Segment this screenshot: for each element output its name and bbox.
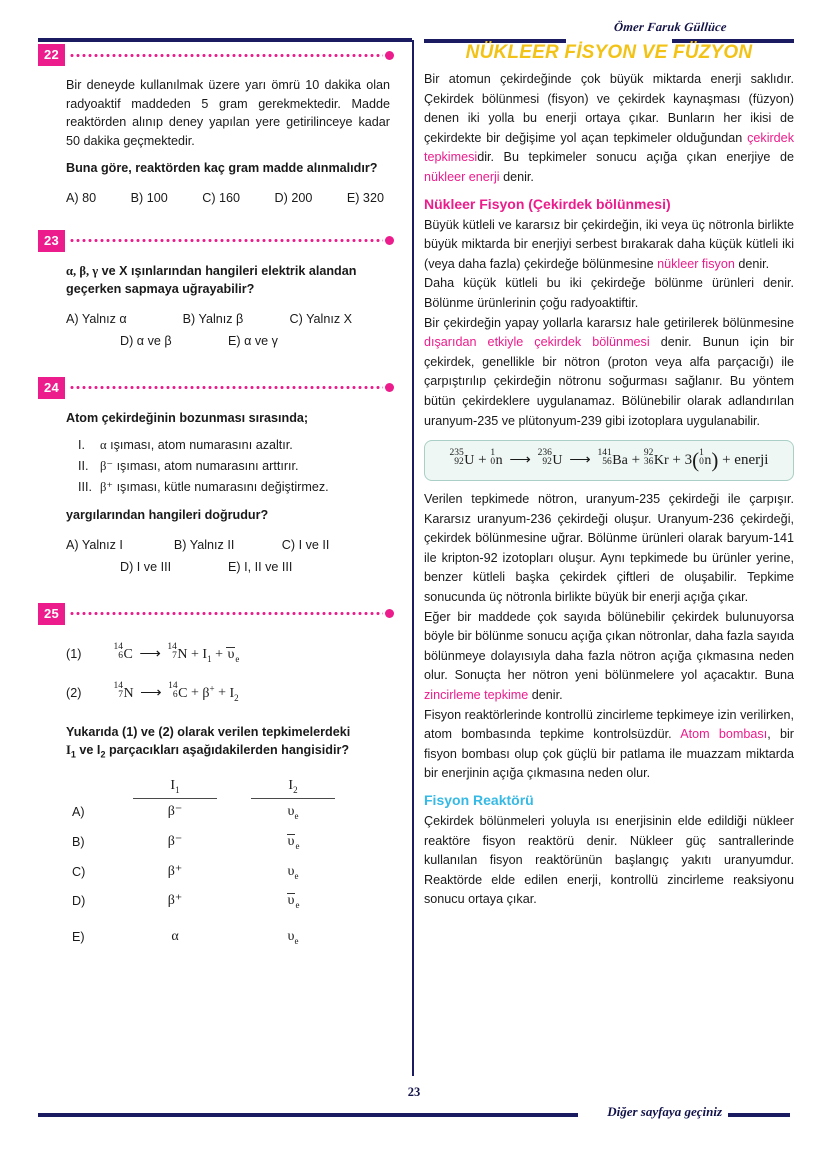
lesson-paragraph-7	[424, 706, 794, 784]
question-23-choices-row1	[66, 309, 390, 329]
plus-sign: +	[218, 685, 226, 701]
questions-column	[38, 44, 394, 958]
lesson-paragraph-5: Verilen tepkimede nötron, uranyum-235 çekirdeği ile çarpışır. Kararsız uranyum-236 çekirdeği oluşur. Uranyum-236 çekirdeği, çekirdek bölünmesine uğrar. Bölünme ürünleri olarak baryum-141 ile kripton-92 izotopları oluşur. Aynı tepkimede bu ürünler yerine, benzer kütleli başka çekirdek çiftleri de oluşabilir. Tepkime sonucunda üç nötronla birlikte büyük bir enerji açığa çıkar.	[424, 492, 794, 605]
row-label: E)	[72, 930, 85, 945]
table-row[interactable]	[72, 799, 390, 829]
choice-c[interactable]: C) Yalnız X	[289, 311, 353, 326]
plus-sign: +	[672, 452, 681, 469]
close-paren: )	[711, 448, 719, 473]
statement-label: II.	[78, 459, 89, 473]
cell-I1: β⁺	[167, 863, 183, 879]
table-row[interactable]	[72, 924, 390, 954]
reaction-arrow-icon: ⟶	[140, 684, 162, 701]
carbon-14-nuclide: 14 6 C	[168, 680, 188, 701]
question-24	[38, 377, 394, 577]
fission-equation-box	[424, 440, 794, 481]
p4-text-b: denir. Bunun için bir çekirdek, genellikle bir nötron (proton veya alfa parçacığı) ile çarpıştırılıp çekirdeğin nötronu soğurması sağlanır. Bu yöntem bütün çekirdeklere uygulanamaz. Bölünebilir olarak adlandırılan uranyum-235 ve plütonyum-239 gibi izotoplara uygulanabilir.	[424, 335, 794, 428]
question-24-choices-row1	[66, 535, 390, 555]
highlight-cekirdek-tepkimesi: çekirdek tepkimesi	[424, 130, 794, 165]
question-22	[38, 44, 394, 208]
statement-symbol: β⁺	[100, 480, 114, 494]
question-number-badge: 25	[38, 603, 65, 625]
plus-sign: +	[478, 452, 487, 469]
p2-text-a: Büyük kütleli ve kararsız bir çekirdeğin, iki veya üç nötronla birlikte büyük miktarda bir enerjiyi serbest bırakarak daha küçük kütleli iki (veya daha fazla) çekirdeğe bölünmesine	[424, 217, 794, 271]
p2-text-b: denir.	[734, 256, 770, 271]
choice-c[interactable]: C) 160	[202, 190, 241, 205]
neutron-nuclide: 1 0 n	[490, 448, 503, 469]
question-22-ask: Buna göre, reaktörden kaç gram madde alınmalıdır?	[66, 161, 378, 175]
barium-141-nuclide: 141 56 Ba	[597, 448, 628, 469]
equation-label: (1)	[66, 646, 82, 661]
neutron-nuclide: 1 0 n	[699, 448, 712, 469]
energy-label: enerji	[734, 452, 769, 469]
question-23-ask	[66, 262, 390, 299]
cell-I1: α	[171, 929, 179, 945]
header-spacer	[72, 778, 116, 799]
greek-symbols: α, β, γ	[66, 263, 99, 278]
cell-I2: $\upsilon_e$	[287, 893, 300, 911]
highlight-atom-bombasi: Atom bombası	[680, 727, 768, 742]
highlight-nukleer-enerji: nükleer enerji	[424, 169, 500, 184]
dot-terminator	[385, 383, 394, 392]
highlight-zincirleme-tepkime: zincirleme tepkime	[424, 688, 529, 703]
ask-mid: ve I	[75, 743, 101, 758]
dotted-rule	[69, 239, 383, 242]
neutron-coefficient: 3	[684, 452, 693, 469]
carbon-14-nuclide: 14 6 C	[113, 641, 133, 662]
lesson-paragraph-4	[424, 314, 794, 432]
statement-text: ışıması, kütle numarasını değiştirmez.	[116, 480, 329, 494]
row-label: D)	[72, 894, 86, 909]
dot-terminator	[385, 51, 394, 60]
krypton-92-nuclide: 92 36 Kr	[643, 448, 669, 469]
heading-nukleer-fisyon: Nükleer Fisyon (Çekirdek bölünmesi)	[424, 195, 671, 212]
cell-I2: $\upsilon_e$	[287, 833, 300, 851]
question-24-ask: yargılarından hangileri doğrudur?	[66, 508, 269, 522]
table-row[interactable]	[72, 859, 390, 889]
table-row[interactable]	[72, 888, 390, 918]
nuclear-equation-2	[66, 673, 390, 712]
beta-plus-particle: β+	[202, 683, 215, 701]
footer-rule-left	[38, 1113, 578, 1117]
question-24-header	[38, 377, 394, 399]
cell-I2: $\upsilon_e$	[287, 863, 299, 881]
lesson-paragraph-8: Çekirdek bölünmeleri yoluyla ısı enerjisinin elde edildiği nükleer reaktöre fisyon reaktörü denir. Nükleer güç santrallerinde kullanılan fisyon reaktörünün başlangıç yakıtı uranyumdur. Reaktörde elde edilen enerji, kontrollü zincirleme reaksiyonu sonucu ortaya çıkar.	[424, 814, 794, 907]
question-25	[38, 603, 394, 955]
statement-symbol: α	[100, 438, 107, 452]
p7-text-a: Fisyon reaktörlerinde kontrollü zincirleme tepkimeye izin verilirken, atom bombasında tepkime kontrolsüzdür.	[424, 707, 794, 742]
nitrogen-14-nuclide: 14 7 N	[167, 641, 188, 662]
question-25-body	[38, 625, 394, 955]
choice-d[interactable]: D) α ve β	[120, 333, 172, 348]
row-label: C)	[72, 864, 86, 879]
p7-text-b: , bir fisyon bombası olup çok güçlü bir patlama ile muazzam miktarda bir enerjinin açığa çıkmasına neden olur.	[424, 727, 794, 781]
statement-label: I.	[78, 438, 85, 452]
intro-text-b: dir. Bu tepkimeler sonucu açığa çıkan enerjiye de	[477, 150, 794, 165]
lesson-paragraph-2	[424, 216, 794, 275]
question-25-header	[38, 603, 394, 625]
intro-text-a: Bir atomun çekirdeğinde çok büyük miktarda enerji saklıdır. Çekirdek bölünmesi (fisyon) ve çekirdek kaynaşması (füzyon) denen iki yolla bu enerji ortaya çıkar. Bunların her ikisi de çekirdekte bir değişime yol açan tepkimeler olduğundan	[424, 72, 794, 145]
question-23-choices-row2	[66, 331, 390, 351]
fission-equation	[449, 448, 769, 473]
column-header-I1: $I_1$	[116, 778, 234, 799]
cell-I2: $\upsilon_e$	[287, 929, 299, 947]
plus-sign: +	[722, 452, 731, 469]
particle-I1: $I_1$	[202, 646, 212, 664]
heading-fisyon-reaktoru: Fisyon Reaktörü	[424, 792, 534, 808]
cell-I2: $\upsilon_e$	[287, 804, 299, 821]
table-row[interactable]	[72, 829, 390, 859]
lesson-paragraph-6	[424, 608, 794, 706]
question-number-badge: 24	[38, 377, 65, 399]
reaction-arrow-icon: ⟶	[569, 452, 591, 469]
section-title-block	[424, 36, 794, 70]
p6-text-a: Eğer bir maddede çok sayıda bölünebilir çekirdek bulunuyorsa böyle bir bölünme sonucu açığa çıkan nötronlar, daha fazla sayıda bölünmeye dolayısıyla daha fazla nötron açığa çıkmasına neden olur. Sonuçta her nötron yeni bölünmelere yol açacaktır. Buna	[424, 609, 794, 683]
symbol-I1: I	[66, 743, 71, 758]
question-23-header	[38, 230, 394, 252]
choice-a[interactable]: A) Yalnız α	[66, 311, 127, 326]
author-signature: Ömer Faruk Güllüce	[613, 20, 728, 34]
question-24-choices-row2	[66, 557, 390, 577]
page-number: 23	[407, 1085, 421, 1099]
antineutrino: $\upsilon_e$	[227, 646, 240, 664]
plus-sign: +	[631, 452, 641, 469]
question-number-badge: 22	[38, 44, 65, 66]
plus-sign: +	[190, 646, 199, 662]
question-23	[38, 230, 394, 351]
dotted-rule	[69, 386, 383, 389]
choice-d[interactable]: D) I ve III	[120, 559, 172, 574]
question-23-ask-text: ve X ışınlarından hangileri elektrik alandan geçerken sapmaya uğrayabilir?	[66, 263, 357, 296]
particle-I2: $I_2$	[229, 685, 239, 703]
uranium-235-nuclide: 235 92 U	[449, 448, 475, 469]
cell-I1: β⁻	[167, 804, 183, 820]
choice-b[interactable]: B) Yalnız II	[173, 537, 235, 552]
choice-b[interactable]: B) 100	[130, 190, 168, 205]
cell-I1: β⁺	[167, 893, 183, 909]
statement-symbol: β⁻	[100, 459, 114, 473]
question-25-ask	[66, 723, 390, 765]
p6-text-b: denir.	[528, 688, 563, 703]
question-number-badge: 23	[38, 230, 65, 252]
sub-1: 1	[70, 749, 76, 760]
p4-text-a: Bir çekirdeğin yapay yollarla kararsız hale getirilerek bölünmesine	[424, 315, 794, 330]
highlight-disaridan-etkiyle: dışarıdan etkiyle çekirdek bölünmesi	[424, 335, 650, 350]
statement-2	[66, 456, 390, 477]
column-divider	[412, 40, 414, 1076]
question-23-body	[38, 252, 394, 351]
statement-text: ışıması, atom numarasını arttırır.	[116, 459, 299, 473]
equation-label: (2)	[66, 685, 82, 700]
choice-d[interactable]: D) 200	[274, 190, 313, 205]
sub-2: 2	[100, 749, 106, 760]
lesson-paragraph-3: Daha küçük kütleli bu iki çekirdeğe bölünme ürünleri denir. Bölünme ürünlerinin çoğu radyoaktiftir.	[424, 276, 794, 310]
lesson-column	[424, 22, 794, 910]
question-22-body	[38, 66, 394, 208]
dotted-rule	[69, 54, 383, 57]
question-25-ask-line1: Yukarıda (1) ve (2) olarak verilen tepkimelerdeki	[66, 724, 351, 739]
reaction-arrow-icon: ⟶	[509, 452, 531, 469]
answer-table-header	[72, 778, 390, 799]
highlight-nukleer-fisyon: nükleer fisyon	[657, 256, 735, 271]
statement-label: III.	[78, 480, 92, 494]
statement-1	[66, 435, 390, 456]
choice-e[interactable]: E) 320	[346, 190, 384, 205]
row-label: A)	[72, 805, 85, 820]
statement-text: ışıması, atom numarasını azaltır.	[110, 438, 293, 452]
cell-I1: β⁻	[167, 833, 183, 849]
question-24-body	[38, 399, 394, 577]
intro-text-c: denir.	[499, 169, 534, 184]
lesson-intro-paragraph	[424, 70, 794, 188]
row-label: B)	[72, 834, 85, 849]
ask-post: parçacıkları aşağıdakilerden hangisidir?	[105, 743, 350, 758]
statement-3	[66, 477, 390, 498]
footer-note: Diğer sayfaya geçiniz	[607, 1104, 722, 1119]
reaction-arrow-icon: ⟶	[139, 645, 161, 662]
open-paren: (	[692, 448, 700, 473]
choice-a[interactable]: A) 80	[66, 190, 97, 205]
question-25-answer-table	[66, 778, 390, 954]
choice-b[interactable]: B) Yalnız β	[182, 311, 244, 326]
nitrogen-14-nuclide: 14 7 N	[113, 680, 134, 701]
question-22-paragraph: Bir deneyde kullanılmak üzere yarı ömrü 10 dakika olan radyoaktif maddeden 5 gram gerekmektedir. Madde reaktörden alınıp deney yapılan yere getirilinceye kadar 50 dakika geçmektedir.	[66, 78, 390, 148]
footer-rule-right	[728, 1113, 790, 1117]
dot-terminator	[385, 609, 394, 618]
choice-e[interactable]: E) I, II ve III	[228, 559, 293, 574]
dotted-rule	[69, 612, 383, 615]
question-24-statements	[66, 435, 390, 498]
question-22-choices	[66, 188, 390, 208]
plus-sign: +	[190, 685, 199, 701]
question-24-stem: Atom çekirdeğinin bozunması sırasında;	[66, 410, 309, 425]
top-rule-left	[38, 38, 412, 42]
choice-c[interactable]: C) I ve II	[281, 537, 330, 552]
plus-sign: +	[215, 646, 223, 662]
section-title: NÜKLEER FİSYON VE FÜZYON	[465, 42, 753, 63]
uranium-236-nuclide: 236 92 U	[537, 448, 563, 469]
column-header-I2: $I_2$	[234, 778, 352, 799]
question-22-header	[38, 44, 394, 66]
nuclear-equation-1	[66, 639, 390, 674]
choice-a[interactable]: A) Yalnız I	[66, 537, 123, 552]
dot-terminator	[385, 236, 394, 245]
choice-e[interactable]: E) α ve γ	[228, 333, 278, 348]
